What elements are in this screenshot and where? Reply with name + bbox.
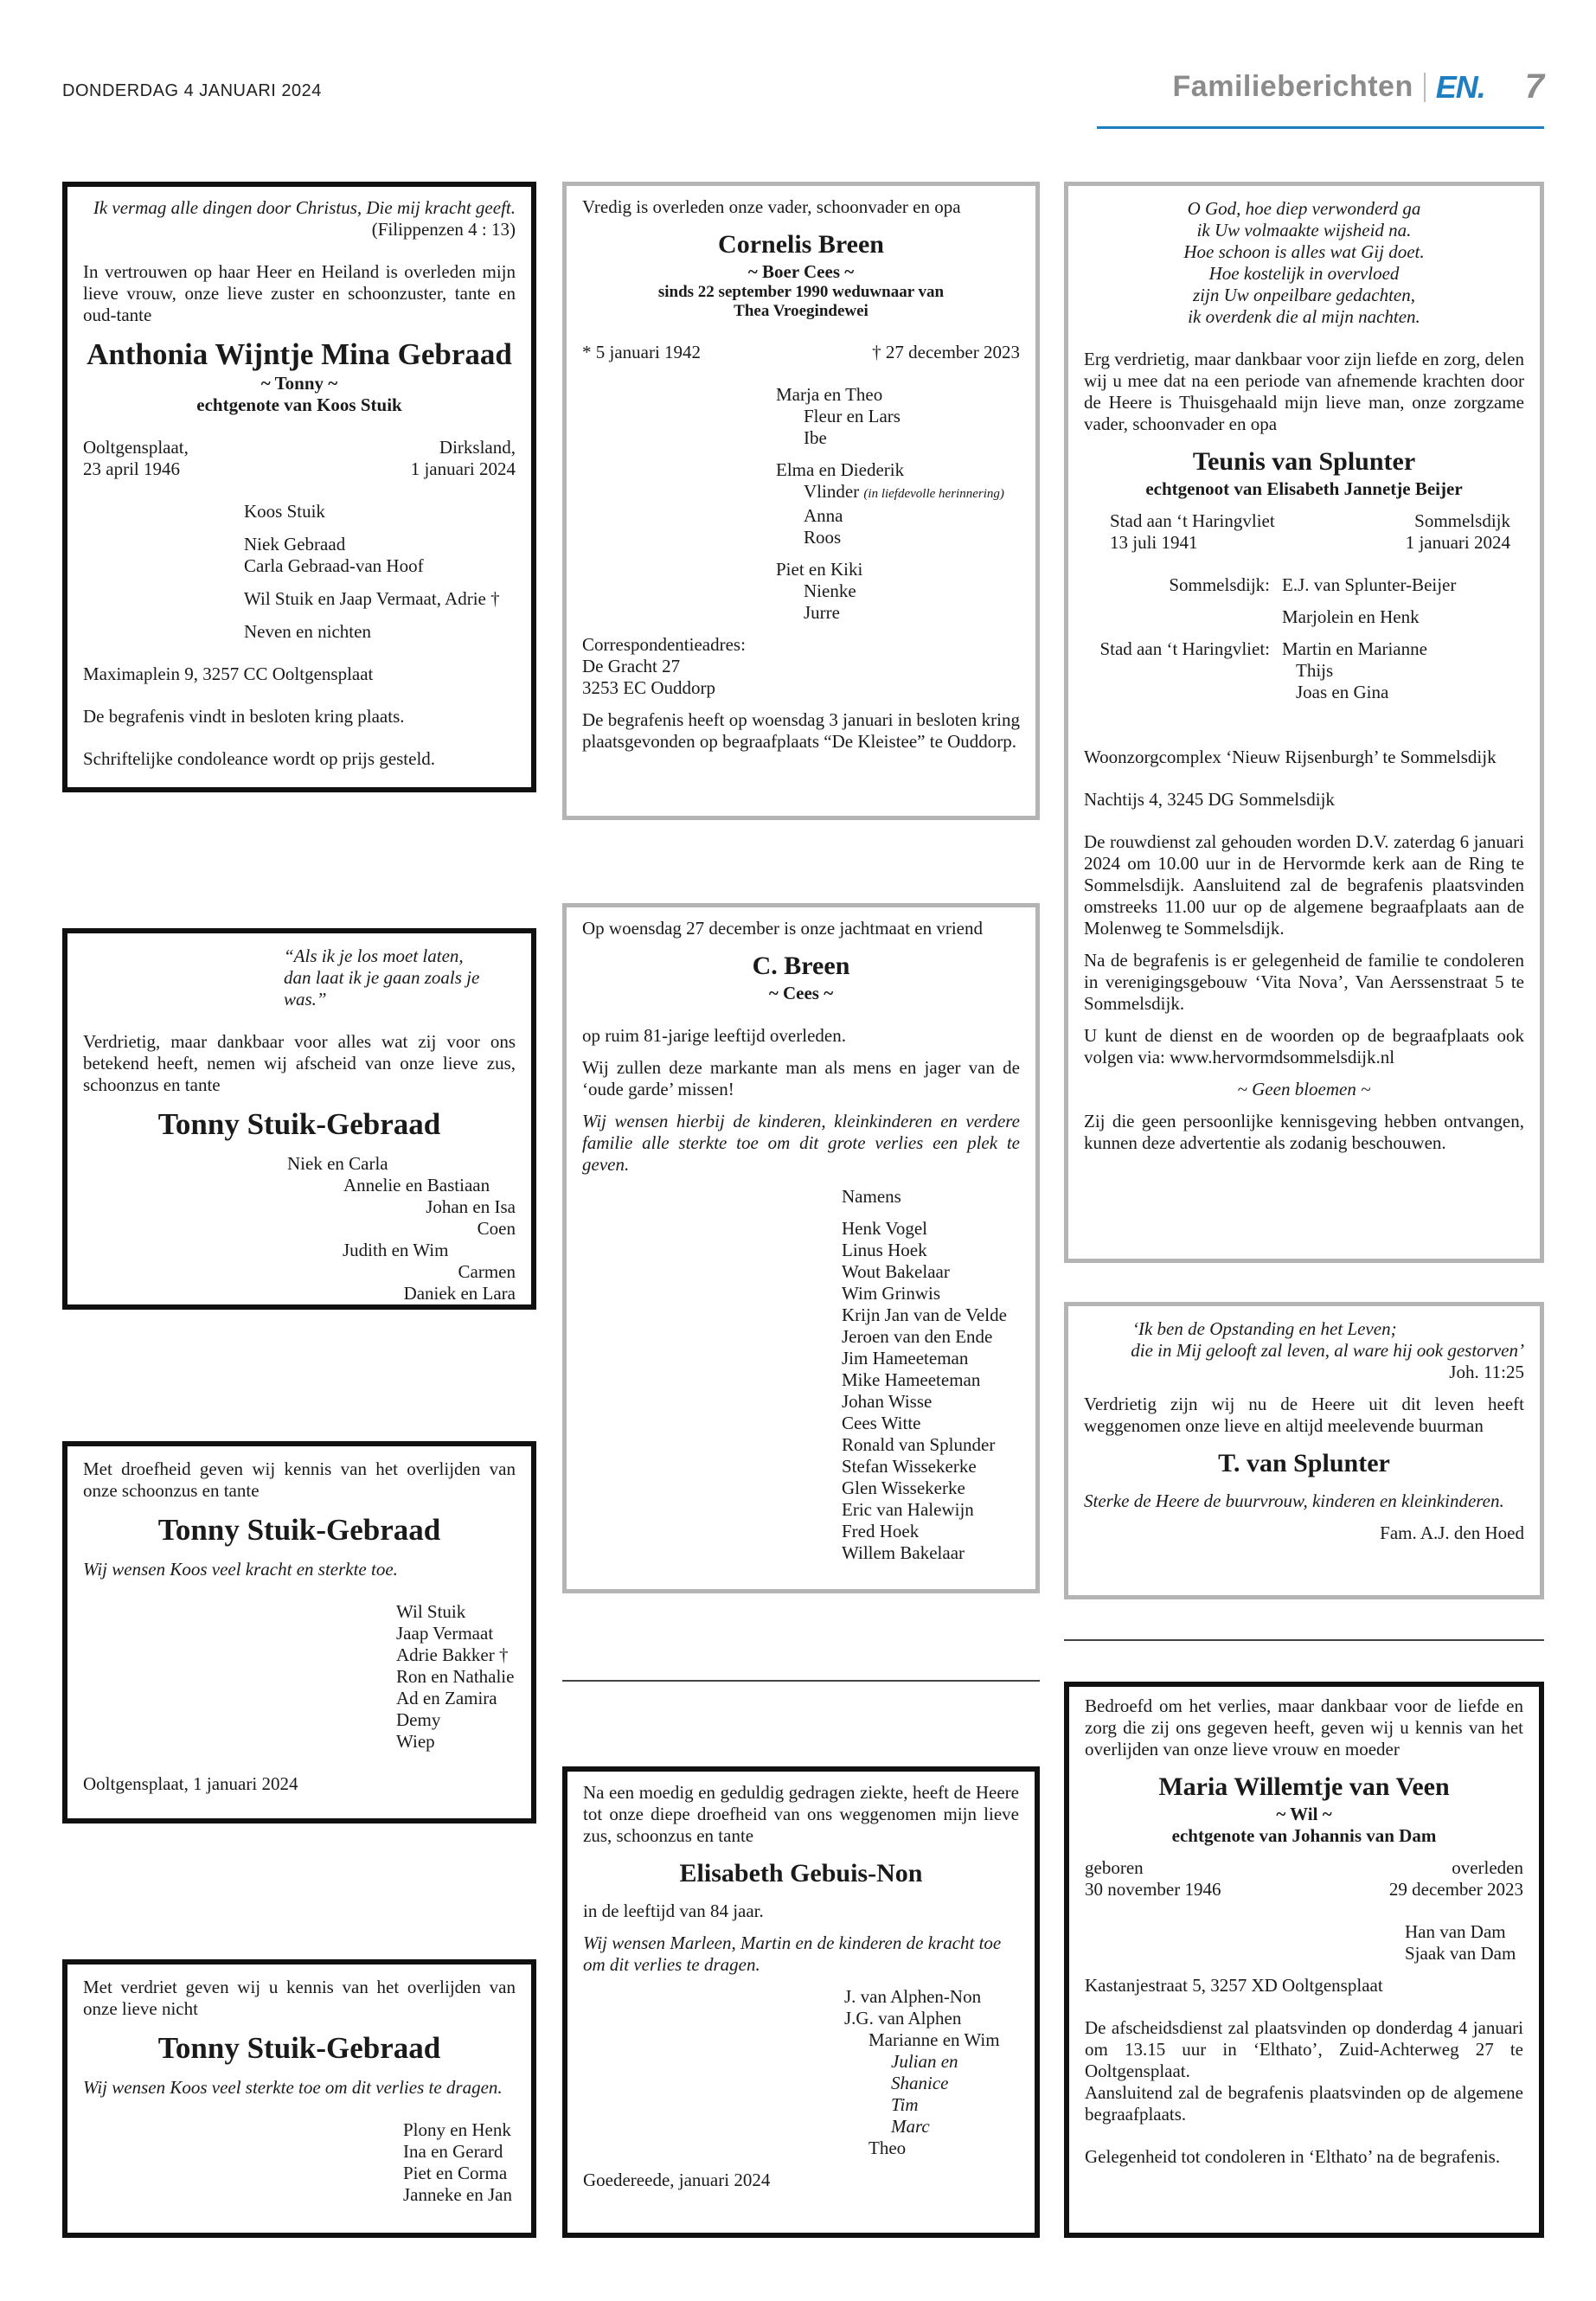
- family-member: Martin en Marianne: [1282, 638, 1427, 659]
- family-member: Annelie en Bastiaan: [343, 1175, 490, 1195]
- birth-death: [1085, 1857, 1523, 1900]
- signatory: Henk Vogel: [842, 1218, 927, 1239]
- correspondence-street: De Gracht 27: [582, 656, 681, 676]
- signatory: Johan Wisse: [842, 1391, 933, 1412]
- notice-disclaimer: Zij die geen persoonlijke kennisgeving hebben ontvangen, kunnen deze advertentie als zodanig beschouwen.: [1084, 1111, 1524, 1153]
- notice-c-breen-hunters: [562, 903, 1040, 1593]
- family-member: Ibe: [804, 427, 827, 448]
- birth-label: geboren: [1085, 1857, 1144, 1878]
- widower-line: sinds 22 september 1990 weduwnaar van: [657, 283, 945, 301]
- family-member: Koos Stuik: [244, 501, 325, 522]
- tribute-text: Wij zullen deze markante man als mens en jager van de ‘oude garde’ missen!: [582, 1057, 1020, 1099]
- signatory: Wim Grinwis: [842, 1283, 941, 1304]
- family-member: Daniek en Lara: [403, 1283, 516, 1304]
- signature: Fam. A.J. den Hoed: [1380, 1522, 1524, 1543]
- wish-text: Wij wensen Koos veel sterkte toe om dit verlies te dragen.: [83, 2077, 503, 2098]
- bible-reference: (Filippenzen 4 : 13): [371, 219, 516, 240]
- notice-gebraad-family: [62, 182, 536, 792]
- address: Kastanjestraat 5, 3257 XD Ooltgensplaat: [1085, 1975, 1383, 1996]
- wish-text: Wij wensen hierbij de kinderen, kleinkinderen en verdere familie alle sterkte toe om dit grote verlies een plek te geven.: [582, 1111, 1020, 1175]
- intro-text: Erg verdrietig, maar dankbaar voor zijn liefde en zorg, delen wij u mee dat na een periode van afnemende krachten door de Heere is Thuisgehaald mijn lieve man, onze zorgzame vader, schoonvader en opa: [1084, 349, 1524, 434]
- family-member: Coen: [477, 1218, 516, 1239]
- family-member: Nienke: [804, 580, 856, 601]
- spouse-line: echtgenote van Koos Stuik: [196, 394, 402, 415]
- deceased-name: Maria Willemtje van Veen: [1158, 1772, 1450, 1801]
- signatory: Krijn Jan van de Velde: [842, 1304, 1007, 1325]
- family-member: Niek Gebraad: [244, 534, 346, 554]
- family-member: Wiep: [396, 1731, 435, 1752]
- column-divider: [1064, 1639, 1544, 1641]
- family-member: Sjaak van Dam: [1405, 1943, 1516, 1964]
- death-date: 1 januari 2024: [1405, 532, 1510, 553]
- family-location: Stad aan ‘t Haringvliet:: [1099, 638, 1270, 659]
- deceased-name: Tonny Stuik-Gebraad: [157, 2031, 441, 2065]
- bible-reference: Joh. 11:25: [1449, 1362, 1524, 1382]
- death-label: overleden: [1452, 1857, 1523, 1878]
- family-member: Ad en Zamira: [396, 1688, 497, 1708]
- signatories: [582, 1186, 1020, 1564]
- family-member: Jurre: [804, 602, 840, 623]
- family-member: Ron en Nathalie: [396, 1666, 515, 1687]
- service-info: De rouwdienst zal gehouden worden D.V. zaterdag 6 januari 2024 om 10.00 uur in de Hervormde kerk aan de Ring te Sommelsdijk. Aansluitend zal de begrafenis plaatsvinden omstreeks 11.00 uur op de algemene begraafplaats aan de Molenweg te Sommelsdijk.: [1084, 831, 1524, 939]
- intro-text: Op woensdag 27 december is onze jachtmaat en vriend: [582, 918, 983, 939]
- nickname: ~ Cees ~: [768, 983, 834, 1003]
- deceased-name: Anthonia Wijntje Mina Gebraad: [87, 337, 512, 371]
- notice-niece: [62, 1959, 536, 2238]
- age-text: in de leeftijd van 84 jaar.: [583, 1900, 764, 1921]
- signatory: Cees Witte: [842, 1413, 921, 1433]
- spouse-line: echtgenoot van Elisabeth Jannetje Beijer: [1145, 478, 1463, 499]
- birth-death: [1084, 510, 1524, 554]
- family-member: Julian en Shanice: [891, 2051, 958, 2093]
- death-date: † 27 december 2023: [872, 342, 1020, 362]
- family-member: Jaap Vermaat: [396, 1623, 494, 1644]
- family-member: J.G. van Alphen: [844, 2008, 962, 2029]
- family-list: [83, 2119, 516, 2206]
- poem-line: ik Uw volmaakte wijsheid na.: [1196, 220, 1412, 240]
- family-member: Piet en Kiki: [776, 559, 863, 580]
- family-row: [1084, 638, 1524, 660]
- intro-text: Na een moedig en geduldig gedragen ziekte, heeft de Heere tot onze diepe droefheid van ons weggenomen mijn lieve zus, schoonzus en tante: [583, 1782, 1019, 1846]
- care-home: Woonzorgcomplex ‘Nieuw Rijsenburgh’ te Sommelsdijk: [1084, 747, 1497, 767]
- family-member: Thijs: [1296, 660, 1334, 681]
- notice-maria-van-veen: [1064, 1682, 1544, 2238]
- death-date: 1 januari 2024: [410, 458, 516, 479]
- notice-elisabeth-gebuis-non: [562, 1766, 1040, 2238]
- spouse-line: echtgenote van Johannis van Dam: [1171, 1825, 1437, 1846]
- notice-niek-carla: [62, 928, 536, 1310]
- poem-line: Hoe schoon is alles wat Gij doet.: [1183, 241, 1425, 262]
- wish-text: Wij wensen Marleen, Martin en de kinderen de kracht toe om dit verlies te dragen.: [583, 1932, 1002, 1975]
- family-list: [83, 501, 516, 643]
- notice-cornelis-breen: [562, 182, 1040, 820]
- birth-death: [582, 342, 1020, 363]
- family-member: Tim: [891, 2094, 919, 2115]
- poem-line: O God, hoe diep verwonderd ga: [1187, 198, 1421, 219]
- page-number: 7: [1524, 67, 1544, 106]
- intro-text: In vertrouwen op haar Heer en Heiland is overleden mijn lieve vrouw, onze lieve zuster en schoonzuster, tante en oud-tante: [83, 261, 516, 325]
- address: Maximaplein 9, 3257 CC Ooltgensplaat: [83, 663, 374, 684]
- birth-place: Ooltgensplaat,: [83, 437, 189, 458]
- service-info: De afscheidsdienst zal plaatsvinden op donderdag 4 januari om 13.15 uur in ‘Elthato’, Zuid-Achterweg 27 te Ooltgensplaat.: [1085, 2017, 1523, 2081]
- deceased-name: Cornelis Breen: [718, 230, 884, 259]
- header-rule: [1097, 126, 1544, 129]
- intro-text: Met verdriet geven wij u kennis van het overlijden van onze lieve nicht: [83, 1977, 516, 2019]
- deceased-name: Elisabeth Gebuis-Non: [679, 1859, 923, 1888]
- issue-date: DONDERDAG 4 JANUARI 2024: [62, 81, 322, 100]
- death-place: Dirksland,: [439, 437, 516, 458]
- family-member: Marianne en Wim: [869, 2029, 1000, 2050]
- signatory: Willem Bakelaar: [842, 1542, 965, 1563]
- death-date: 29 december 2023: [1388, 1879, 1523, 1900]
- bible-verse: Ik vermag alle dingen door Christus, Die mij kracht geeft.: [93, 197, 516, 218]
- condolence-info: Schriftelijke condoleance wordt op prijs gesteld.: [83, 748, 436, 769]
- address: Nachtijs 4, 3245 DG Sommelsdijk: [1084, 789, 1335, 810]
- family-list: [83, 1153, 516, 1304]
- funeral-info: De begrafenis heeft op woensdag 3 januari in besloten kring plaatsgevonden op begraafplaats “De Kleistee” te Ouddorp.: [582, 709, 1020, 752]
- family-member: Marja en Theo: [776, 384, 883, 405]
- deceased-name: Tonny Stuik-Gebraad: [157, 1107, 441, 1141]
- family-member: E.J. van Splunter-Beijer: [1282, 574, 1457, 595]
- correspondence-postcode: 3253 EC Ouddorp: [582, 677, 715, 698]
- family-member: Marc: [891, 2116, 930, 2137]
- family-member: Marjolein en Henk: [1282, 606, 1420, 627]
- family-list: [582, 384, 1020, 624]
- wish-text: Sterke de Heere de buurvrouw, kinderen en kleinkinderen.: [1084, 1490, 1504, 1511]
- deceased-name: C. Breen: [752, 952, 850, 980]
- condolence-info: Na de begrafenis is er gelegenheid de familie te condoleren in verenigingsgebouw ‘Vita Nova’, Van Aerssenstraat 5 te Sommelsdijk.: [1084, 950, 1524, 1014]
- correspondence-label: Correspondentieadres:: [582, 634, 746, 655]
- birth-date: 30 november 1946: [1085, 1879, 1221, 1900]
- family-member: Anna: [804, 505, 843, 526]
- signatory: Wout Bakelaar: [842, 1261, 950, 1282]
- family-member: Wil Stuik: [396, 1601, 466, 1622]
- birth-date: * 5 januari 1942: [582, 342, 702, 362]
- funeral-info: De begrafenis vindt in besloten kring plaats.: [83, 706, 405, 727]
- intro-text: Verdrietig zijn wij nu de Heere uit dit leven heeft weggenomen onze lieve en altijd meelevende buurman: [1084, 1394, 1524, 1436]
- death-place: Sommelsdijk: [1414, 510, 1510, 531]
- family-location: Sommelsdijk:: [1169, 574, 1270, 595]
- namens-label: Namens: [842, 1186, 901, 1207]
- birth-place: Stad aan ‘t Haringvliet: [1110, 510, 1275, 531]
- poem-line: “Als ik je los moet laten,: [284, 945, 464, 966]
- family-member-name: Vlinder: [804, 481, 860, 502]
- notice-t-van-splunter-neighbours: [1064, 1302, 1544, 1599]
- family-member: Piet en Corma: [403, 2163, 508, 2183]
- signatory: Stefan Wissekerke: [842, 1456, 977, 1477]
- intro-text: Verdrietig, maar dankbaar voor alles wat zij voor ons betekend heeft, nemen wij afscheid van onze lieve zus, schoonzus en tante: [83, 1031, 516, 1095]
- bible-verse: die in Mij gelooft zal leven, al ware hij ook gestorven’: [1131, 1340, 1524, 1361]
- condolence-info: Gelegenheid tot condoleren in ‘Elthato’ na de begrafenis.: [1085, 2146, 1501, 2167]
- family-list: [83, 1601, 516, 1753]
- page-header: [1173, 67, 1544, 106]
- family-member: Joas en Gina: [1296, 682, 1389, 702]
- family-member: Plony en Henk: [403, 2119, 511, 2140]
- family-member: Adrie Bakker †: [396, 1644, 509, 1665]
- notice-teunis-van-splunter: [1064, 182, 1544, 1263]
- signatory: Jeroen van den Ende: [842, 1326, 993, 1347]
- poem-line: dan laat ik je gaan zoals je was.”: [284, 967, 480, 1009]
- section-title: Familieberichten: [1172, 70, 1413, 103]
- family-member: Wil Stuik en Jaap Vermaat, Adrie †: [244, 588, 500, 609]
- family-list: [583, 1986, 1019, 2159]
- intro-text: Vredig is overleden onze vader, schoonvader en opa: [582, 196, 961, 217]
- deceased-name: T. van Splunter: [1218, 1449, 1390, 1477]
- family-member: Judith en Wim: [343, 1240, 449, 1260]
- family-member: Carmen: [458, 1261, 516, 1282]
- signatory: Mike Hameeteman: [842, 1369, 981, 1390]
- notice-wil-stuik: [62, 1441, 536, 1823]
- nickname: ~ Wil ~: [1276, 1804, 1332, 1824]
- nickname: ~ Tonny ~: [260, 373, 338, 394]
- place-date: Ooltgensplaat, 1 januari 2024: [83, 1773, 298, 1794]
- newspaper-logo: EN.: [1435, 68, 1485, 105]
- family-member: Carla Gebraad-van Hoof: [244, 555, 424, 576]
- family-member: Fleur en Lars: [804, 406, 901, 426]
- family-member: Theo: [869, 2138, 907, 2158]
- family-member: Neven en nichten: [244, 621, 371, 642]
- family-row: [1084, 574, 1524, 596]
- family-member: [776, 481, 1020, 505]
- wish-text: Wij wensen Koos veel kracht en sterkte toe.: [83, 1559, 398, 1580]
- family-member: Niek en Carla: [287, 1153, 388, 1174]
- header-divider: [1424, 73, 1426, 102]
- livestream-info: U kunt de dienst en de woorden op de begraafplaats ook volgen via: www.hervormdsommelsdijk.nl: [1084, 1025, 1524, 1067]
- family-member: Demy: [396, 1709, 441, 1730]
- signatory: Fred Hoek: [842, 1521, 920, 1541]
- intro-text: Met droefheid geven wij kennis van het overlijden van onze schoonzus en tante: [83, 1458, 516, 1501]
- deceased-name: Tonny Stuik-Gebraad: [157, 1513, 441, 1547]
- poem: [1084, 198, 1524, 328]
- signatory: Linus Hoek: [842, 1240, 927, 1260]
- late-wife: Thea Vroegindewei: [734, 302, 869, 320]
- birth-date: 13 juli 1941: [1110, 532, 1198, 553]
- poem-line: ik overdenk die al mijn nachten.: [1188, 306, 1420, 327]
- signatory: Eric van Halewijn: [842, 1499, 974, 1520]
- signatory: Glen Wissekerke: [842, 1477, 965, 1498]
- family-member: Ina en Gerard: [403, 2141, 503, 2162]
- family-member: Roos: [804, 527, 842, 548]
- memorial-note: (in liefdevolle herinnering): [863, 487, 1004, 501]
- poem-line: zijn Uw onpeilbare gedachten,: [1192, 285, 1415, 305]
- family-list: [1085, 1921, 1523, 1965]
- deceased-name: Teunis van Splunter: [1192, 447, 1416, 476]
- family-member: J. van Alphen-Non: [844, 1986, 982, 2007]
- birth-date: 23 april 1946: [83, 458, 180, 479]
- no-flowers: ~ Geen bloemen ~: [1237, 1079, 1371, 1099]
- poem-line: Hoe kostelijk in overvloed: [1208, 263, 1400, 284]
- family-member: Han van Dam: [1405, 1921, 1506, 1942]
- intro-text: Bedroefd om het verlies, maar dankbaar voor de liefde en zorg die zij ons gegeven heeft, geven wij u kennis van het overlijden van onze lieve vrouw en moeder: [1085, 1695, 1523, 1759]
- column-divider: [562, 1680, 1040, 1682]
- birth-death: [83, 437, 516, 480]
- family-member: Johan en Isa: [426, 1196, 516, 1217]
- signatory: Ronald van Splunder: [842, 1434, 996, 1455]
- age-text: op ruim 81-jarige leeftijd overleden.: [582, 1025, 846, 1046]
- signatory: Jim Hameeteman: [842, 1348, 969, 1368]
- family-member: Janneke en Jan: [403, 2184, 512, 2205]
- place-date: Goedereede, januari 2024: [583, 2170, 771, 2190]
- nickname: ~ Boer Cees ~: [747, 261, 855, 282]
- family-member: Elma en Diederik: [776, 459, 905, 480]
- bible-verse: ‘Ik ben de Opstanding en het Leven;: [1132, 1318, 1397, 1339]
- burial-info: Aansluitend zal de begrafenis plaatsvinden op de algemene begraafplaats.: [1085, 2082, 1523, 2125]
